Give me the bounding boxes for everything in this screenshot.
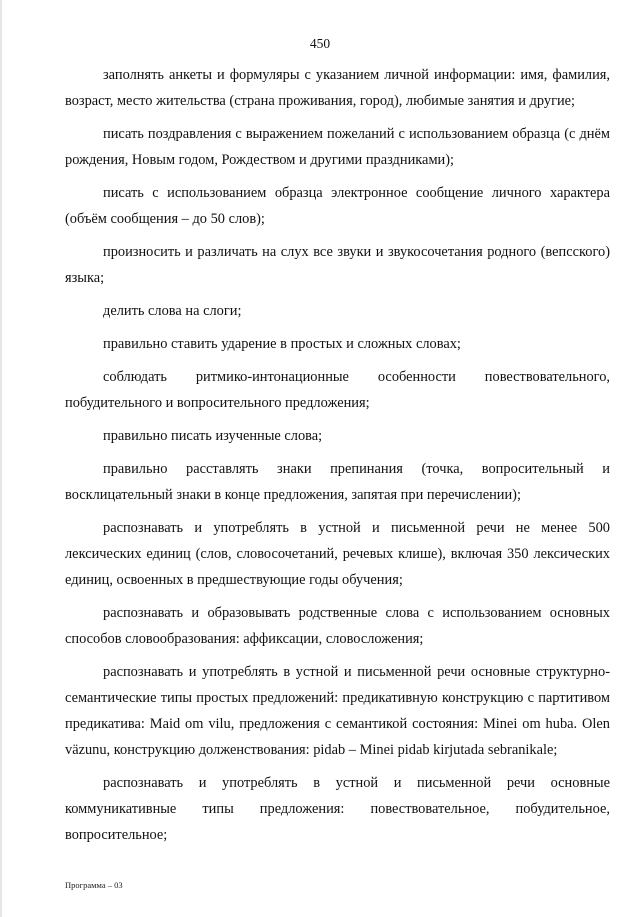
paragraph-5: делить слова на слоги; [103, 303, 242, 319]
paragraph-4: произносить и различать на слух все звуки и звукосочетания родного (вепсского) языка; [65, 244, 610, 286]
paragraph-2: писать поздравления с выражением пожеланий с использованием образца (с днём рождения, Новым годом, Рождеством и другими праздниками); [65, 126, 610, 168]
footer-program-label: Программа – 03 [65, 880, 123, 890]
paragraph-9: правильно расставлять знаки препинания (точка, вопросительный и восклицательный знаки в конце предложения, запятая при перечислении); [65, 461, 610, 503]
paragraph-13: распознавать и употреблять в устной и письменной речи основные коммуникативные типы предложения: повествовательное, побудительное, вопросительное; [65, 775, 610, 843]
paragraph-8: правильно писать изученные слова; [103, 428, 323, 444]
paragraph-3: писать с использованием образца электронное сообщение личного характера (объём сообщения – до 50 слов); [65, 185, 610, 227]
paragraph-1: заполнять анкеты и формуляры с указанием личной информации: имя, фамилия, возраст, место жительства (страна проживания, город), любимые занятия и другие; [65, 67, 610, 109]
paragraph-7: соблюдать ритмико-интонационные особенности повествовательного, побудительного и вопросительного предложения; [65, 369, 610, 411]
paragraph-11: распознавать и образовывать родственные слова с использованием основных способов словообразования: аффиксации, словосложения; [65, 605, 610, 647]
paragraph-6: правильно ставить ударение в простых и сложных словах; [103, 336, 461, 352]
scan-edge [0, 0, 2, 917]
document-body [65, 62, 610, 855]
paragraph-12: распознавать и употреблять в устной и письменной речи основные структурно-семантические типы простых предложений: предикативную конструкцию с партитивом предикатива: Maid om vilu, предложения с семантикой состояния: Minei om huba. Olen väzunu, конструкцию долженствования: pidab – Minei pidab kirjutada sebranikale; [65, 664, 610, 758]
page-number: 450 [309, 36, 331, 51]
paragraph-10: распознавать и употреблять в устной и письменной речи не менее 500 лексических единиц (слов, словосочетаний, речевых клише), включая 350 лексических единиц, освоенных в предшествующие годы обучения; [65, 520, 610, 588]
